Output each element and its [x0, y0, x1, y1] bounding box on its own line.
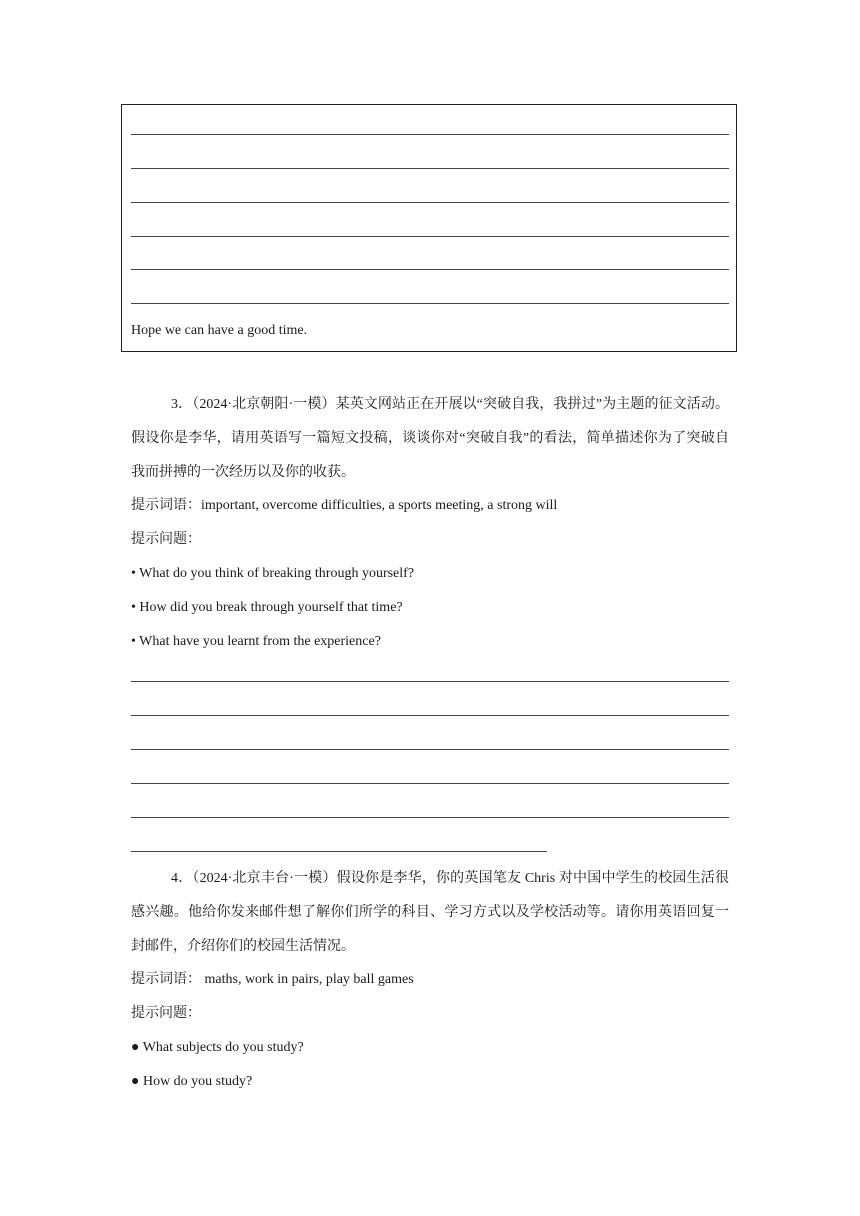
answer-line — [131, 202, 729, 203]
answer-box — [121, 104, 737, 352]
closing-sentence: Hope we can have a good time. — [131, 323, 308, 338]
answer-line — [131, 715, 729, 716]
answer-line — [131, 168, 729, 169]
question-4-hint-questions-label: 提示问题： — [131, 1006, 201, 1021]
answer-line — [131, 269, 729, 270]
question-3-prompt: 3．（2024·北京朝阳·一模）某英文网站正在开展以“突破自我，我拼过”为主题的征文活动。假设你是李华，请用英语写一篇短文投稿，谈谈你对“突破自我”的看法，简单描述你为了突破自我而拼搏的一次经历以及你的收获。 — [131, 397, 729, 480]
answer-line — [131, 681, 729, 682]
question-4-hint-question: ● How do you study? — [131, 1074, 253, 1089]
answer-line — [131, 817, 729, 818]
question-3-hint-questions-label: 提示问题： — [131, 532, 201, 547]
question-3-hint-question: • How did you break through yourself that time? — [131, 600, 403, 615]
question-4-prompt: 4．（2024·北京丰台·一模）假设你是李华，你的英国笔友 Chris 对中国中学生的校园生活很感兴趣。他给你发来邮件想了解你们所学的科目、学习方式以及学校活动等。请你用英语回复一封邮件，介绍你们的校园生活情况。 — [131, 871, 729, 954]
question-3-hint-question: • What have you learnt from the experience? — [131, 634, 381, 649]
question-3-hint-question: • What do you think of breaking through yourself? — [131, 566, 415, 581]
answer-line — [131, 134, 729, 135]
answer-line — [131, 749, 729, 750]
question-4-hint-words: 提示词语： maths, work in pairs, play ball games — [131, 972, 414, 987]
answer-line — [131, 303, 729, 304]
answer-line — [131, 783, 729, 784]
answer-line — [131, 236, 729, 237]
question-3-hint-words: 提示词语：important, overcome difficulties, a sports meeting, a strong will — [131, 498, 558, 513]
answer-line-short — [131, 851, 547, 852]
question-4-hint-question: ● What subjects do you study? — [131, 1040, 304, 1055]
